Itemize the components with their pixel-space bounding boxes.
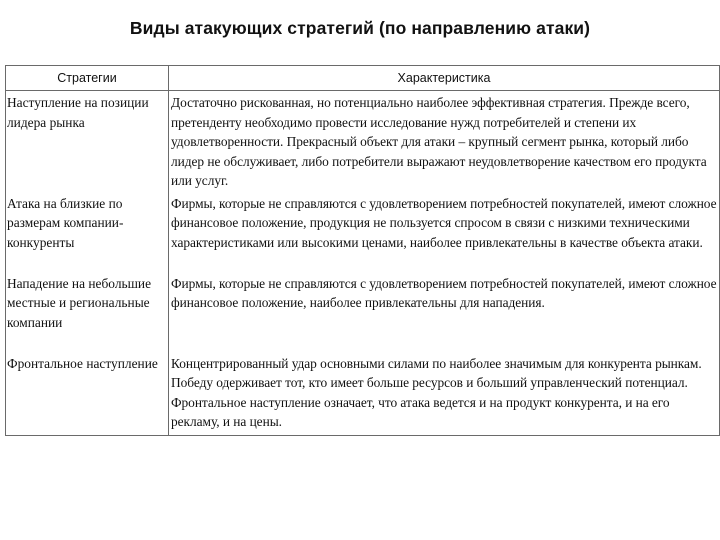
header-characteristics: Характеристика [169,66,720,91]
strategies-table [5,65,720,436]
table-row [6,91,720,194]
description-cell: Фирмы, которые не справляются с удовлетворением потребностей покупателей, имеют сложное финансовое положение, наиболее привлекательны для нападения. [169,274,720,354]
header-strategies: Стратегии [6,66,169,91]
strategy-cell: Нападение на небольшие местные и региональные компании [6,274,169,354]
table-row [6,194,720,274]
strategy-cell: Атака на близкие по размерам компании-конкуренты [6,194,169,274]
description-cell: Достаточно рискованная, но потенциально наиболее эффективная стратегия. Прежде всего, претенденту необходимо провести исследование нужд потребителей и степени их удовлетворенности. Прекрасный объект для атаки – крупный сегмент рынка, который либо лидер не обслуживает, либо потребители выражают неудовлетворение качеством его продукта или услуг. [169,91,720,194]
strategy-cell: Фронтальное наступление [6,354,169,436]
table-row [6,354,720,436]
strategy-cell: Наступление на позиции лидера рынка [6,91,169,194]
page-title: Виды атакующих стратегий (по направлению атаки) [129,18,591,38]
description-cell: Концентрированный удар основными силами по наиболее значимым для конкурента рынкам. Победу одерживает тот, кто имеет больше ресурсов и больший управленческий потенциал. Фронтальное наступление означает, что атака ведется и на продукт конкурента, и на его рекламу, и на цены. [169,354,720,436]
description-cell: Фирмы, которые не справляются с удовлетворением потребностей покупателей, имеют сложное финансовое положение, продукция не пользуется спросом в связи с низкими техническими характеристиками или высокими ценами, наиболее привлекательны в качестве объекта атаки. [169,194,720,274]
table-header-row [6,66,720,91]
table-row [6,274,720,354]
